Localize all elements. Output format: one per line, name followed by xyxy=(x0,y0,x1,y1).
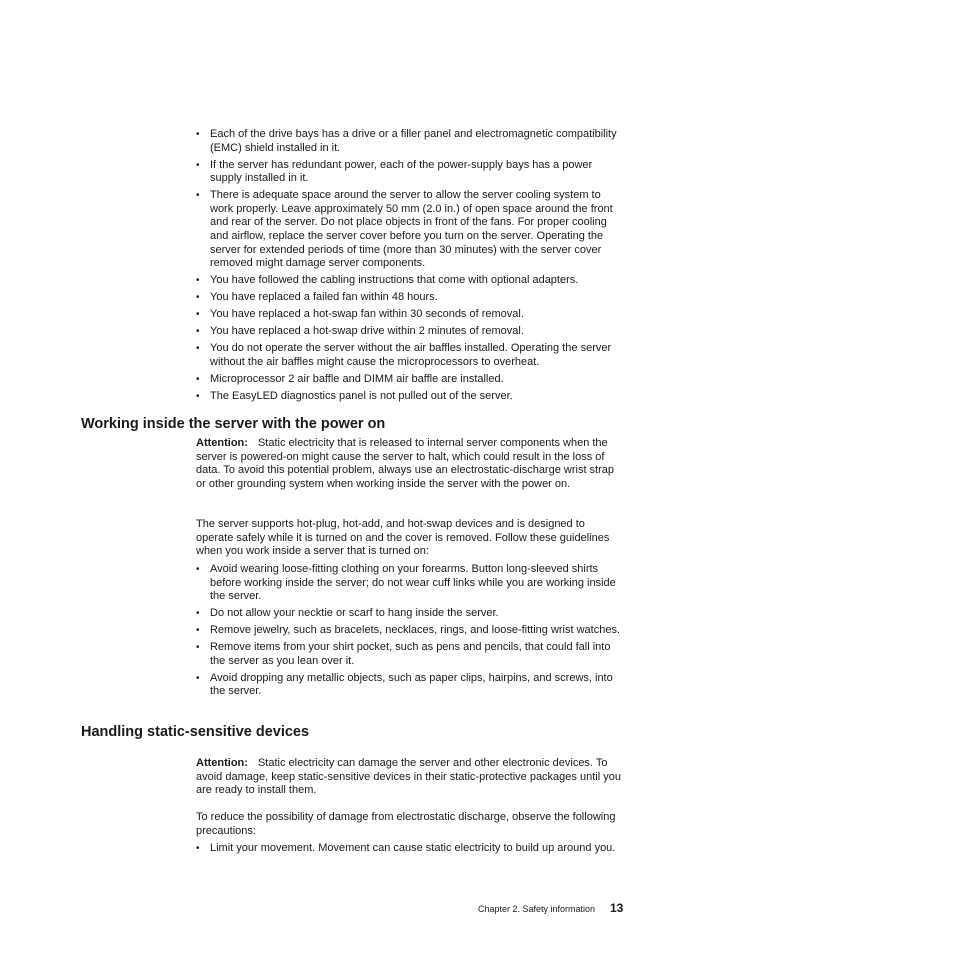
list-item: • Each of the drive bays has a drive or a filler panel and electromagnetic compatibility (EMC) shield installed in it. xyxy=(196,128,624,155)
footer-chapter-title: Chapter 2. Safety information xyxy=(478,904,596,914)
power-on-guidelines-list xyxy=(196,563,624,702)
list-item: • Avoid wearing loose-fitting clothing on your forearms. Button long-sleeved shirts before working inside the server; do not wear cuff links while you are working inside the server. xyxy=(196,563,624,604)
list-item: • Remove jewelry, such as bracelets, necklaces, rings, and loose-fitting wrist watches. xyxy=(196,624,624,638)
attention-label: Attention: xyxy=(196,757,248,769)
list-item: • Avoid dropping any metallic objects, such as paper clips, hairpins, and screws, into the server. xyxy=(196,672,624,699)
page-number: 13 xyxy=(610,901,624,915)
requirements-list xyxy=(196,128,624,407)
list-item: • Limit your movement. Movement can cause static electricity to build up around you. xyxy=(196,842,624,856)
list-item: • You have followed the cabling instructions that come with optional adapters. xyxy=(196,274,624,288)
list-item: • Do not allow your necktie or scarf to hang inside the server. xyxy=(196,607,624,621)
section-heading-static-sensitive: Handling static-sensitive devices xyxy=(81,724,310,740)
intro-paragraph-power-on: The server supports hot-plug, hot-add, and hot-swap devices and is designed to operate safely while it is turned on and the cover is removed. Follow these guidelines when you work inside a server that is turned on: xyxy=(196,518,610,558)
list-item: • You have replaced a hot-swap drive within 2 minutes of removal. xyxy=(196,325,624,339)
list-item: • You have replaced a failed fan within 48 hours. xyxy=(196,291,624,305)
attention-note-static xyxy=(196,757,624,798)
static-precautions-list xyxy=(196,842,624,859)
attention-note-power-on xyxy=(196,437,624,491)
list-item: • If the server has redundant power, each of the power-supply bays has a power supply installed in it. xyxy=(196,159,624,186)
attention-text: Static electricity that is released to internal server components when the server is powered-on might cause the server to halt, which could result in the loss of data. To avoid this potential problem, always use an electrostatic-discharge wrist strap or other grounding system when working inside the server with the power on. xyxy=(196,437,615,490)
section-heading-power-on: Working inside the server with the power on xyxy=(81,416,386,432)
list-item: • The EasyLED diagnostics panel is not pulled out of the server. xyxy=(196,390,624,404)
attention-label: Attention: xyxy=(196,437,248,449)
list-item: • Remove items from your shirt pocket, such as pens and pencils, that could fall into the server as you lean over it. xyxy=(196,641,624,668)
list-item: • You do not operate the server without the air baffles installed. Operating the server without the air baffles might cause the microprocessors to overheat. xyxy=(196,342,624,369)
list-item: • Microprocessor 2 air baffle and DIMM air baffle are installed. xyxy=(196,373,624,387)
intro-paragraph-static: To reduce the possibility of damage from electrostatic discharge, observe the following precautions: xyxy=(196,811,616,837)
list-item: • There is adequate space around the server to allow the server cooling system to work properly. Leave approximately 50 mm (2.0 in.) of open space around the front and rear of the server. Do not place objects in front of the fans. For proper cooling and airflow, replace the server cover before you turn on the server. Operating the server for extended periods of time (more than 30 minutes) with the server cover removed might damage server components. xyxy=(196,189,624,271)
list-item: • You have replaced a hot-swap fan within 30 seconds of removal. xyxy=(196,308,624,322)
attention-text: Static electricity can damage the server and other electronic devices. To avoid damage, keep static-sensitive devices in their static-protective packages until you are ready to install them. xyxy=(196,757,621,797)
